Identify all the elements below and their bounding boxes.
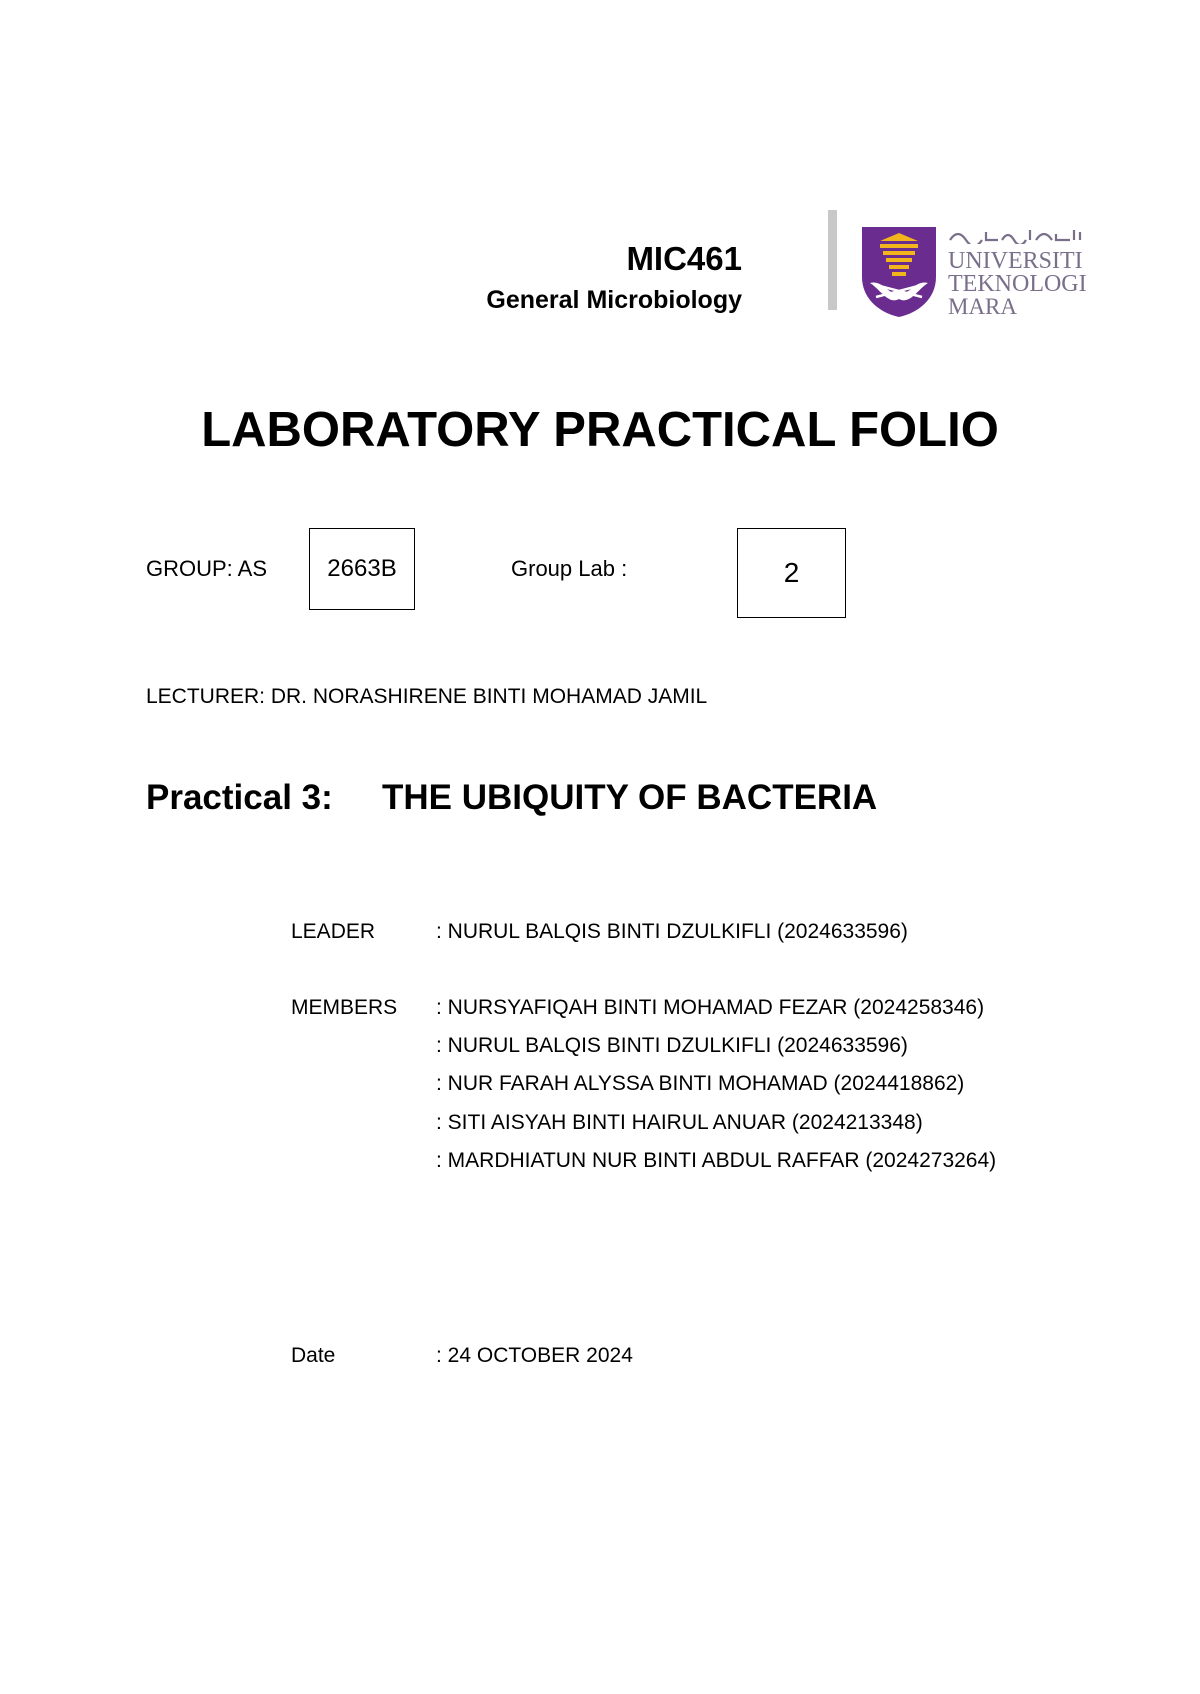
group-lab-box [737, 528, 846, 618]
leader-value: : NURUL BALQIS BINTI DZULKIFLI (2024633596) [436, 920, 908, 943]
group-label: GROUP: AS [146, 556, 268, 581]
crest-step-4 [889, 265, 909, 269]
date-value: : 24 OCTOBER 2024 [436, 1344, 633, 1367]
university-jawi-script-logo [948, 226, 1085, 244]
course-code: MIC461 [626, 240, 742, 277]
member-item: : NURSYAFIQAH BINTI MOHAMAD FEZAR (2024258346) [436, 996, 985, 1019]
member-item: : SITI AISYAH BINTI HAIRUL ANUAR (2024213348) [436, 1111, 923, 1134]
crest-step-2 [883, 251, 915, 255]
university-name-line-1: UNIVERSITI [948, 248, 1083, 274]
practical-label: Practical 3: [146, 778, 333, 817]
crest-step-5 [892, 272, 906, 276]
leader-label: LEADER [291, 920, 376, 943]
header-divider [828, 210, 837, 310]
date-label: Date [291, 1344, 336, 1367]
members-label: MEMBERS [291, 996, 398, 1019]
university-name-line-3: MARA [948, 294, 1018, 319]
group-lab-number: 2 [783, 557, 800, 588]
member-item: : MARDHIATUN NUR BINTI ABDUL RAFFAR (2024273264) [436, 1149, 997, 1172]
course-name: General Microbiology [486, 286, 742, 314]
group-lab-label: Group Lab : [511, 556, 628, 581]
member-item: : NUR FARAH ALYSSA BINTI MOHAMAD (2024418862) [436, 1072, 965, 1095]
group-code-box [309, 528, 415, 610]
practical-title: THE UBIQUITY OF BACTERIA [382, 778, 878, 817]
university-crest-logo [860, 225, 938, 319]
group-code: 2663B [327, 555, 397, 582]
university-name-line-2: TEKNOLOGI [948, 271, 1087, 297]
lecturer-line: LECTURER: DR. NORASHIRENE BINTI MOHAMAD JAMIL [146, 685, 708, 708]
crest-step-1 [880, 244, 918, 248]
page-title: LABORATORY PRACTICAL FOLIO [201, 403, 999, 457]
crest-step-3 [886, 258, 912, 262]
member-item: : NURUL BALQIS BINTI DZULKIFLI (2024633596) [436, 1034, 908, 1057]
